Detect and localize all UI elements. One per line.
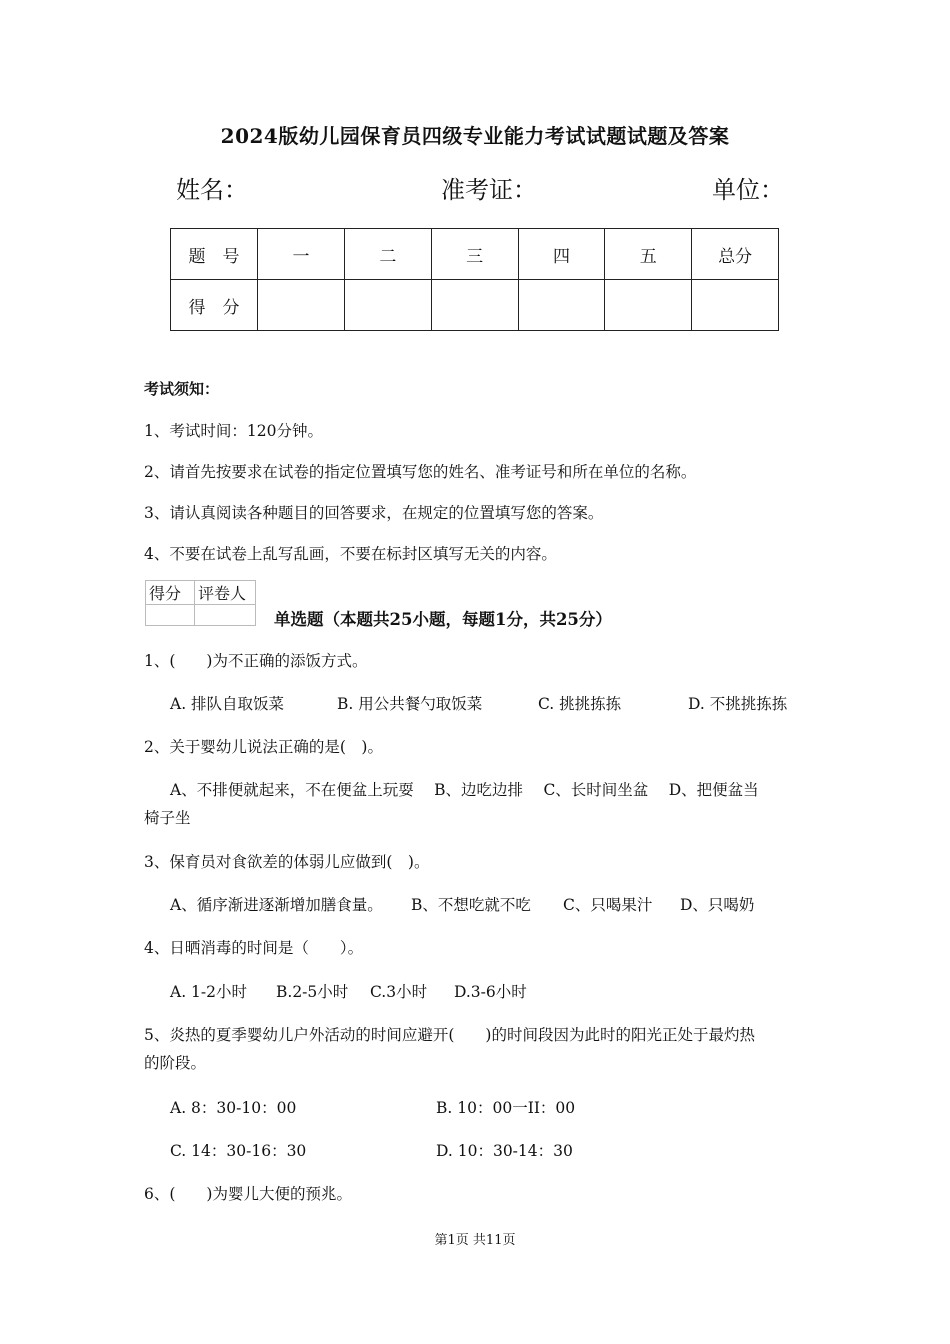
score-table-header-cell: 四 — [518, 229, 605, 280]
score-table-header-cell: 二 — [344, 229, 431, 280]
score-table-header-cell: 一 — [258, 229, 345, 280]
grader-table-grader-cell[interactable] — [195, 605, 256, 626]
notice-item: 3、请认真阅读各种题目的回答要求，在规定的位置填写您的答案。 — [144, 504, 604, 522]
question-stem: 5、炎热的夏季婴幼儿户外活动的时间应避开( )的时间段因为此时的阳光正处于最灼热 — [144, 1026, 755, 1044]
score-cell[interactable] — [258, 280, 345, 331]
option[interactable]: C、只喝果汁 — [563, 896, 653, 914]
option[interactable]: D. 10：30-14：30 — [436, 1142, 573, 1160]
option[interactable]: D. 不挑挑拣拣 — [688, 695, 788, 713]
score-cell[interactable] — [605, 280, 692, 331]
option[interactable]: D、只喝奶 — [680, 896, 755, 914]
option[interactable]: B. 10：00一II：00 — [436, 1099, 576, 1117]
score-table-header-cell: 三 — [431, 229, 518, 280]
score-table — [170, 228, 779, 331]
score-cell[interactable] — [692, 280, 779, 331]
grader-table-score-label: 得分 — [146, 581, 195, 605]
option[interactable]: B. 用公共餐勺取饭菜 — [337, 695, 483, 713]
question-stem: 的阶段。 — [144, 1054, 207, 1072]
exam-no-field-label: 准考证： — [441, 176, 537, 204]
exam-title: 2024版幼儿园保育员四级专业能力考试试题试题及答案 — [220, 124, 730, 148]
score-table-header-cell: 总分 — [692, 229, 779, 280]
score-table-score-row — [171, 280, 779, 331]
option[interactable]: A、循序渐进逐渐增加膳食量。 — [170, 896, 383, 914]
question-stem: 3、保育员对食欲差的体弱儿应做到( )。 — [144, 853, 430, 871]
section-title: 单选题（本题共25小题，每题1分，共25分） — [274, 610, 612, 629]
score-table-header-row — [171, 229, 779, 280]
option[interactable]: C. 14：30-16：30 — [170, 1142, 307, 1160]
score-table-header-cell: 题 号 — [171, 229, 258, 280]
score-cell[interactable] — [518, 280, 605, 331]
notice-item: 4、不要在试卷上乱写乱画，不要在标封区填写无关的内容。 — [144, 545, 557, 563]
question-stem: 4、日晒消毒的时间是（ ）。 — [144, 939, 364, 957]
unit-field-label: 单位： — [712, 176, 784, 204]
option[interactable]: D.3-6小时 — [454, 983, 527, 1001]
option-line[interactable]: A、不排便就起来，不在便盆上玩耍 B、边吃边排 C、长时间坐盆 D、把便盆当 — [170, 781, 759, 799]
question-stem: 2、关于婴幼儿说法正确的是( )。 — [144, 738, 383, 756]
option-line: 椅子坐 — [144, 809, 191, 827]
option[interactable]: B.2-5小时 — [276, 983, 349, 1001]
question-stem: 1、( )为不正确的添饭方式。 — [144, 652, 368, 670]
grader-table — [145, 580, 256, 626]
score-table-header-cell: 五 — [605, 229, 692, 280]
notice-item: 1、考试时间：120分钟。 — [144, 422, 323, 440]
option[interactable]: C. 挑挑拣拣 — [538, 695, 622, 713]
grader-table-score-cell[interactable] — [146, 605, 195, 626]
option[interactable]: A. 排队自取饭菜 — [170, 695, 285, 713]
name-field-label: 姓名： — [176, 176, 248, 204]
grader-table-grader-label: 评卷人 — [195, 581, 256, 605]
option[interactable]: C.3小时 — [370, 983, 428, 1001]
option[interactable]: B、不想吃就不吃 — [411, 896, 531, 914]
option[interactable]: A. 1-2小时 — [170, 983, 248, 1001]
question-stem: 6、( )为婴儿大便的预兆。 — [144, 1185, 352, 1203]
score-cell[interactable] — [344, 280, 431, 331]
score-cell[interactable] — [431, 280, 518, 331]
notice-item: 2、请首先按要求在试卷的指定位置填写您的姓名、准考证号和所在单位的名称。 — [144, 463, 697, 481]
option[interactable]: A. 8：30-10：00 — [170, 1099, 297, 1117]
page-footer: 第1页 共11页 — [434, 1233, 516, 1248]
notice-title: 考试须知： — [144, 380, 220, 398]
score-row-label: 得 分 — [171, 280, 258, 331]
